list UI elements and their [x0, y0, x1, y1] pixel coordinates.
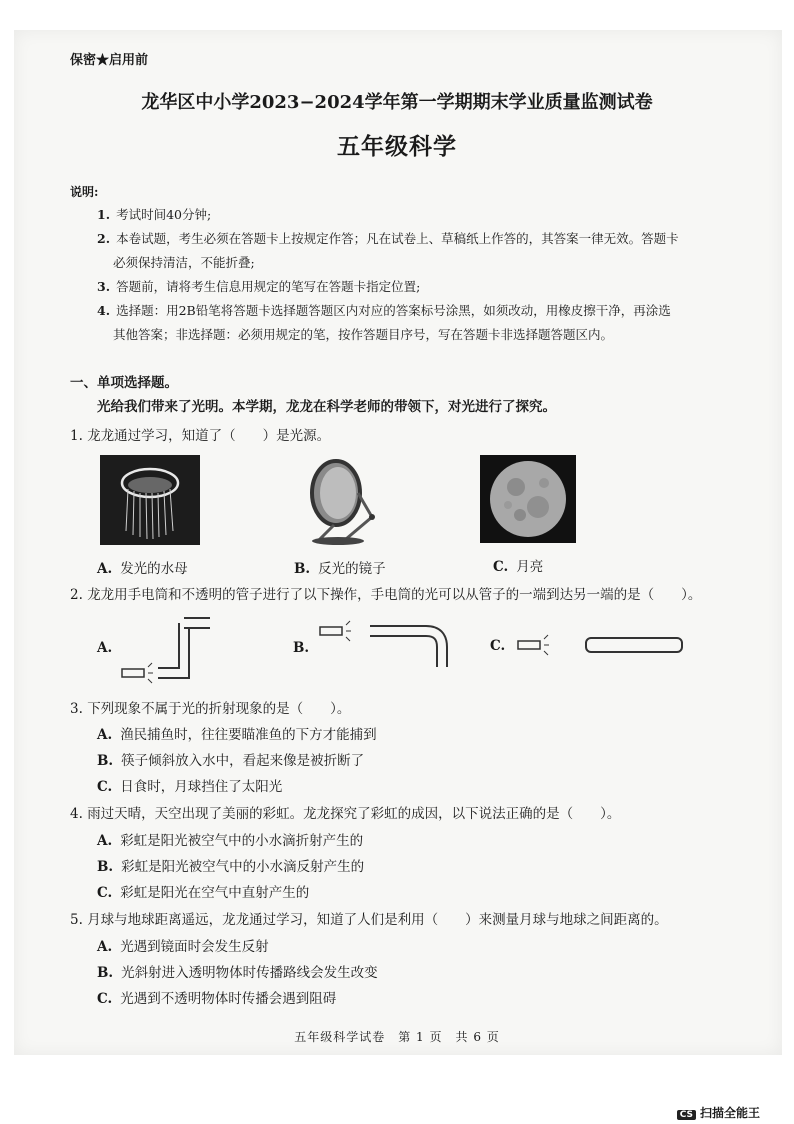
instructions-label: 说明:: [70, 185, 99, 199]
question-1: 1. 龙龙通过学习，知道了（ ）是光源。: [70, 428, 331, 444]
q2-option-b: B.: [293, 640, 310, 656]
instruction-item: 其他答案；非选择题：必须用规定的笔，按作答题目序号，写在答题卡非选择题答题区内。: [113, 327, 614, 342]
instruction-item: 1. 考试时间40分钟;: [97, 207, 212, 222]
q4-option-b: B. 彩虹是阳光被空气中的小水滴反射产生的: [97, 859, 365, 875]
question-2: 2. 龙龙用手电筒和不透明的管子进行了以下操作，手电筒的光可以从管子的一端到达另一端的是（ ）。: [70, 587, 702, 603]
mirror-image: [300, 455, 382, 547]
q3-option-c: C. 日食时，月球挡住了太阳光: [97, 779, 283, 795]
exam-subtitle: 五年级科学: [337, 133, 457, 160]
question-4: 4. 雨过天晴，天空出现了美丽的彩虹。龙龙探究了彩虹的成因，以下说法正确的是（ ）。: [70, 806, 621, 822]
section-intro: 光给我们带来了光明。本学期，龙龙在科学老师的带领下，对光进行了探究。: [97, 399, 556, 415]
question-5: 5. 月球与地球距离遥远，龙龙通过学习，知道了人们是利用（ ）来测量月球与地球之间距离的。: [70, 912, 668, 928]
q1-option-a: A. 发光的水母: [97, 561, 188, 577]
instruction-item: 必须保持清洁，不能折叠;: [113, 255, 255, 270]
page-footer: 五年级科学试卷 第 1 页 共 6 页: [294, 1030, 500, 1044]
q2-option-c: C.: [490, 638, 506, 654]
q3-option-b: B. 筷子倾斜放入水中，看起来像是被折断了: [97, 753, 365, 769]
exam-title: 龙华区中小学2023−2024学年第一学期期末学业质量监测试卷: [141, 92, 653, 113]
instruction-item: 3. 答题前，请将考生信息用规定的笔写在答题卡指定位置;: [97, 279, 421, 294]
q5-option-a: A. 光遇到镜面时会发生反射: [97, 939, 269, 955]
q5-option-b: B. 光斜射进入透明物体时传播路线会发生改变: [97, 965, 378, 981]
instruction-item: 4. 选择题：用2B铅笔将答题卡选择题答题区内对应的答案标号涂黑，如须改动，用橡皮擦干净，再涂选: [97, 303, 671, 318]
straight-tube-c-image: [512, 630, 688, 660]
q5-option-c: C. 光遇到不透明物体时传播会遇到阻碍: [97, 991, 337, 1007]
q1-option-b: B. 反光的镜子: [294, 561, 386, 577]
q4-option-c: C. 彩虹是阳光在空气中直射产生的: [97, 885, 310, 901]
section-title: 一、单项选择题。: [70, 375, 178, 391]
moon-image: [480, 455, 576, 543]
q2-option-a: A.: [97, 640, 113, 656]
confidential-label: 保密★启用前: [70, 53, 149, 68]
bent-tube-a-image: [118, 605, 218, 685]
jellyfish-image: [100, 455, 200, 545]
question-3: 3. 下列现象不属于光的折射现象的是（ ）。: [70, 701, 351, 717]
scanner-logo-icon: CS: [677, 1110, 696, 1120]
q1-option-c: C. 月亮: [493, 559, 544, 575]
scanner-watermark: CS 扫描全能王: [677, 1104, 760, 1121]
q4-option-a: A. 彩虹是阳光被空气中的小水滴折射产生的: [97, 833, 364, 849]
curved-tube-b-image: [316, 615, 466, 675]
instruction-item: 2. 本卷试题，考生必须在答题卡上按规定作答；凡在试卷上、草稿纸上作答的，其答案一律无效。答题卡: [97, 231, 679, 246]
q3-option-a: A. 渔民捕鱼时，往往要瞄准鱼的下方才能捕到: [97, 727, 377, 743]
